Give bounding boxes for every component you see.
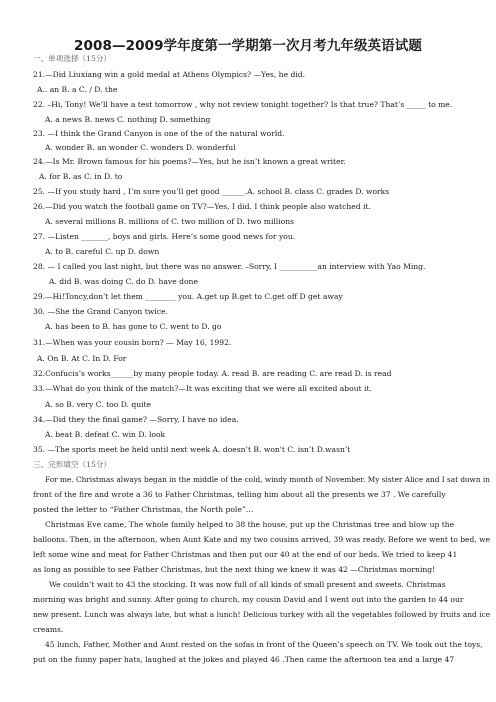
cloze-line: Christmas Eve came, The whole family helped to 38 the house, put up the Christmas tree and blow up the	[45, 520, 455, 529]
cloze-line: as long as possible to see Father Christmas, but the next thing we knew it was 42 —Christmas morning!	[33, 565, 436, 574]
question-23-options: A. wonder B. an wonder C. wonders D. wonderful	[45, 143, 236, 152]
question-25-stem: 25. —If you study hard , I’m sure you’ll get good ______.A. school B. class C. grades D. works	[33, 187, 390, 196]
section-heading-multiple-choice: 一、单项选择（15分）	[33, 54, 112, 63]
question-30-options: A. has been to B. has gone to C. went to D. go	[45, 322, 222, 331]
question-21-options: A.. an B. a C. / D. the	[37, 85, 118, 94]
cloze-line: left some wine and meat for Father Christmas and then put our 40 at the end of our beds. We tried to keep 41	[33, 550, 458, 559]
cloze-line: creams.	[33, 625, 64, 634]
exam-title: 2008—2009学年度第一学期第一次月考九年级英语试题	[74, 38, 422, 54]
question-28-stem: 28. — I called you last night, but there was no answer. –Sorry, I __________an interview with Yao Ming.	[33, 262, 426, 271]
question-23-stem: 23. —I think the Grand Canyon is one of the of the natural world.	[33, 129, 285, 138]
cloze-line: For me, Christmas always began in the middle of the cold, windy month of November. My sister Alice and I sat down in	[45, 475, 490, 484]
question-26-stem: 26.—Did you watch the football game on TV?—Yes, I did. I think people also watched it.	[33, 202, 371, 211]
section-heading-cloze: 三、完形填空（15分）	[33, 460, 112, 469]
question-27-stem: 27. —Listen _______, boys and girls. Here’s some good news for you.	[33, 232, 296, 241]
question-29-stem: 29.—Hi!Toncy,don’t let them ________ you. A.get up B.get to C.get off D get away	[33, 292, 343, 301]
cloze-line: put on the funny paper hats, laughed at the jokes and played 46 .Then came the afternoon tea and a large 47	[33, 655, 455, 664]
question-31-options: A. On B. At C. In D. For	[37, 354, 127, 363]
question-32-stem: 32.Confucis’s works______by many people today. A. read B. are reading C. are read D. is read	[33, 369, 392, 378]
question-30-stem: 30. —She the Grand Canyon twice.	[33, 307, 168, 316]
cloze-line: posted the letter to “Father Christmas, the North pole”…	[33, 505, 254, 514]
question-21-stem: 21.—Did Liuxiang win a gold medal at Athens Olympics? —Yes, he did.	[33, 70, 306, 79]
question-27-options: A. to B. careful C. up D. down	[45, 247, 160, 256]
cloze-line: We couldn’t wait to 43 the stocking. It was now full of all kinds of small present and sweets. Christmas	[49, 580, 446, 589]
question-26-options: A. several millions B. millions of C. two million of D. two millions	[45, 217, 295, 226]
cloze-line: balloons. Then, in the afternoon, when Aunt Kate and my two cousins arrived, 39 was ready. Before we went to bed, we	[33, 535, 491, 544]
question-24-stem: 24.—Is Mr. Brown famous for his poems?—Yes, but he isn’t known a great writer.	[33, 157, 346, 166]
question-24-options: A. for B. as C. in D. to	[39, 172, 123, 181]
question-31-stem: 31.—When was your cousin born? — May 16, 1992.	[33, 338, 232, 347]
question-33-options: A. so B. very C. too D. quite	[45, 400, 152, 409]
question-35-stem: 35. —The sports meet be held until next week A. doesn’t B. won't C. isn’t D.wasn’t	[33, 445, 351, 454]
question-34-stem: 34.—Did they the final game? —Sorry, I have no idea.	[33, 415, 239, 424]
cloze-line: 45 lunch, Father, Mother and Aunt rested on the sofas in front of the Queen’s speech on TV. We took out the toys,	[45, 640, 483, 649]
cloze-line: front of the fire and wrote a 36 to Father Christmas, telling him about all the presents we 37 . We carefully	[33, 490, 446, 499]
question-34-options: A. beat B. defeat C. win D. look	[45, 430, 166, 439]
question-22-options: A. a news B. news C. nothing D. something	[45, 115, 211, 124]
question-33-stem: 33.—What do you think of the match?—It was exciting that we were all excited about it.	[33, 384, 372, 393]
question-22-stem: 22. –Hi, Tony! We’ll have a test tomorrow , why not review tonight together? Is that true? That’s _____ to me.	[33, 100, 453, 109]
cloze-line: morning was bright and sunny. After going to church, my cousin David and I went out into the garden to 44 our	[33, 595, 464, 604]
question-28-options: A. did B. was doing C. do D. have done	[49, 277, 198, 286]
cloze-line: new present. Lunch was always late, but what a lunch! Delicious turkey with all the vegetables followed by fruits and ice	[33, 610, 491, 619]
